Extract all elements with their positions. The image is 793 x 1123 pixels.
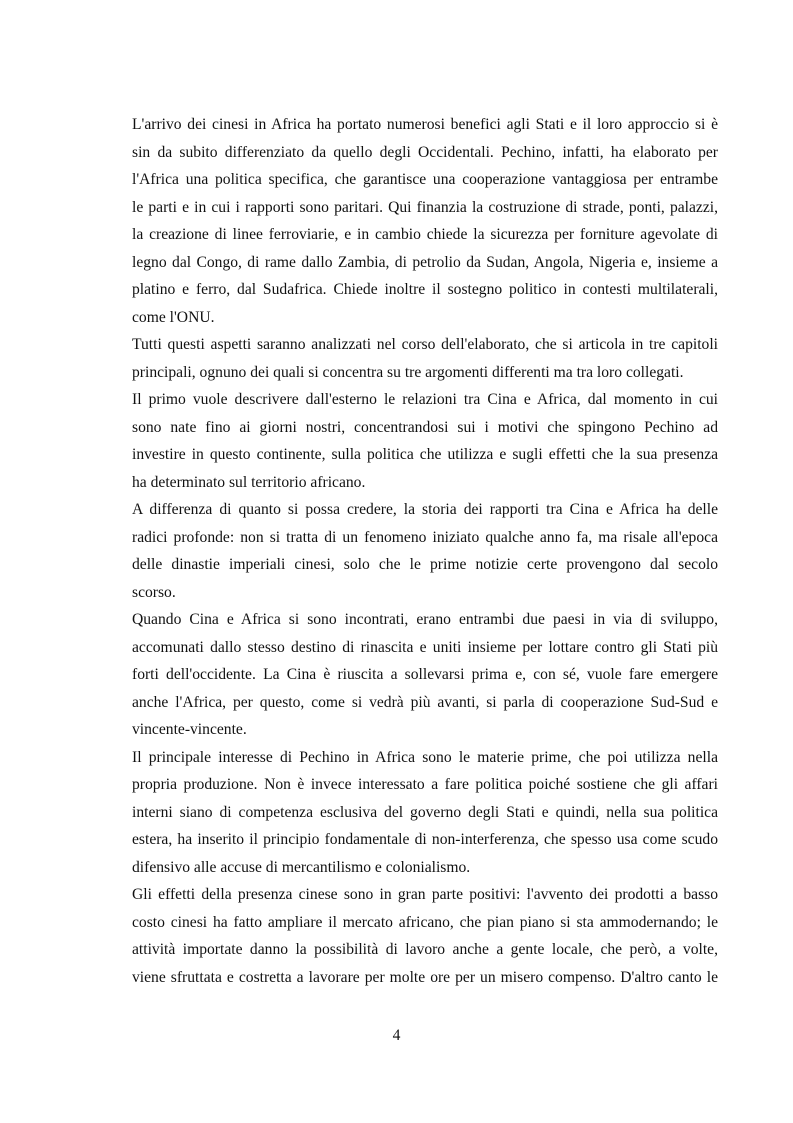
text-line: radici profonde: non si tratta di un fenomeno iniziato qualche anno fa, ma risale all'epoca [132,528,718,546]
text-line: investire in questo continente, sulla politica che utilizza e sugli effetti che la sua presenza [132,446,718,463]
text-line: accomunati dallo stesso destino di rinascita e uniti insieme per lottare contro gli Stati più [132,638,718,656]
text-line: A differenza di quanto si possa credere, la storia dei rapporti tra Cina e Africa ha delle [132,501,718,518]
paragraph [132,881,718,991]
text-line: L'arrivo dei cinesi in Africa ha portato numerosi benefici agli Stati e il loro approccio si è [132,116,718,133]
text-line: ha determinato sul territorio africano. [132,473,366,491]
text-line: difensivo alle accuse di mercantilismo e colonialismo. [132,858,471,876]
body-text [132,111,718,991]
text-line: principali, ognuno dei quali si concentra su tre argomenti differenti ma tra loro collegati. [132,363,684,381]
text-line: Il primo vuole descrivere dall'esterno le relazioni tra Cina e Africa, dal momento in cui [132,391,718,408]
text-line: sin da subito differenziato da quello degli Occidentali. Pechino, infatti, ha elaborato per [132,143,718,161]
text-line: Gli effetti della presenza cinese sono in gran parte positivi: l'avvento dei prodotti a basso [132,886,718,903]
text-line: Il principale interesse di Pechino in Africa sono le materie prime, che poi utilizza nella [132,748,718,766]
text-line: costo cinesi ha fatto ampliare il mercato africano, che pian piano si sta ammodernando; le [132,913,718,931]
page-number: 4 [392,1027,401,1044]
text-line: platino e ferro, dal Sudafrica. Chiede inoltre il sostegno politico in contesti multilaterali, [132,281,718,298]
paragraph [132,496,718,606]
text-line: come l'ONU. [132,308,215,326]
text-line: l'Africa una politica specifica, che garantisce una cooperazione vantaggiosa per entrambe [132,171,718,188]
text-line: sono nate fino ai giorni nostri, concentrandosi sui i motivi che spingono Pechino ad [132,418,718,436]
paragraph [132,744,718,882]
text-line: legno dal Congo, di rame dallo Zambia, di petrolio da Sudan, Angola, Nigeria e, insieme a [132,253,718,271]
text-line: anche l'Africa, per questo, come si vedrà più avanti, si parla di cooperazione Sud-Sud e [132,693,718,711]
text-line: propria produzione. Non è invece interessato a fare politica poiché sostiene che gli affari [132,776,718,793]
text-line: scorso. [132,583,176,601]
text-line: le parti e in cui i rapporti sono paritari. Qui finanzia la costruzione di strade, ponti, palazzi, [132,198,718,216]
paragraph [132,111,718,331]
text-line: Quando Cina e Africa si sono incontrati, erano entrambi due paesi in via di sviluppo, [132,611,718,628]
paragraph [132,386,718,496]
paragraph [132,331,718,386]
text-line: delle dinastie imperiali cinesi, solo che le prime notizie certe provengono dal secolo [132,556,718,573]
text-line: estera, ha inserito il principio fondamentale di non-interferenza, che spesso usa come scudo [132,831,718,848]
text-line: forti dell'occidente. La Cina è riuscita a sollevarsi prima e, con sé, vuole fare emergere [132,666,718,683]
paragraph [132,606,718,744]
text-line: attività importate danno la possibilità di lavoro anche a gente locale, che però, a volte, [132,941,718,958]
text-line: la creazione di linee ferroviarie, e in cambio chiede la sicurezza per forniture agevolate di [132,226,718,243]
text-line: viene sfruttata e costretta a lavorare per molte ore per un misero compenso. D'altro canto le [132,968,718,986]
text-line: Tutti questi aspetti saranno analizzati nel corso dell'elaborato, che si articola in tre capitoli [132,336,718,353]
text-line: vincente-vincente. [132,721,247,738]
text-line: interni siano di competenza esclusiva del governo degli Stati e quindi, nella sua politica [132,803,718,821]
